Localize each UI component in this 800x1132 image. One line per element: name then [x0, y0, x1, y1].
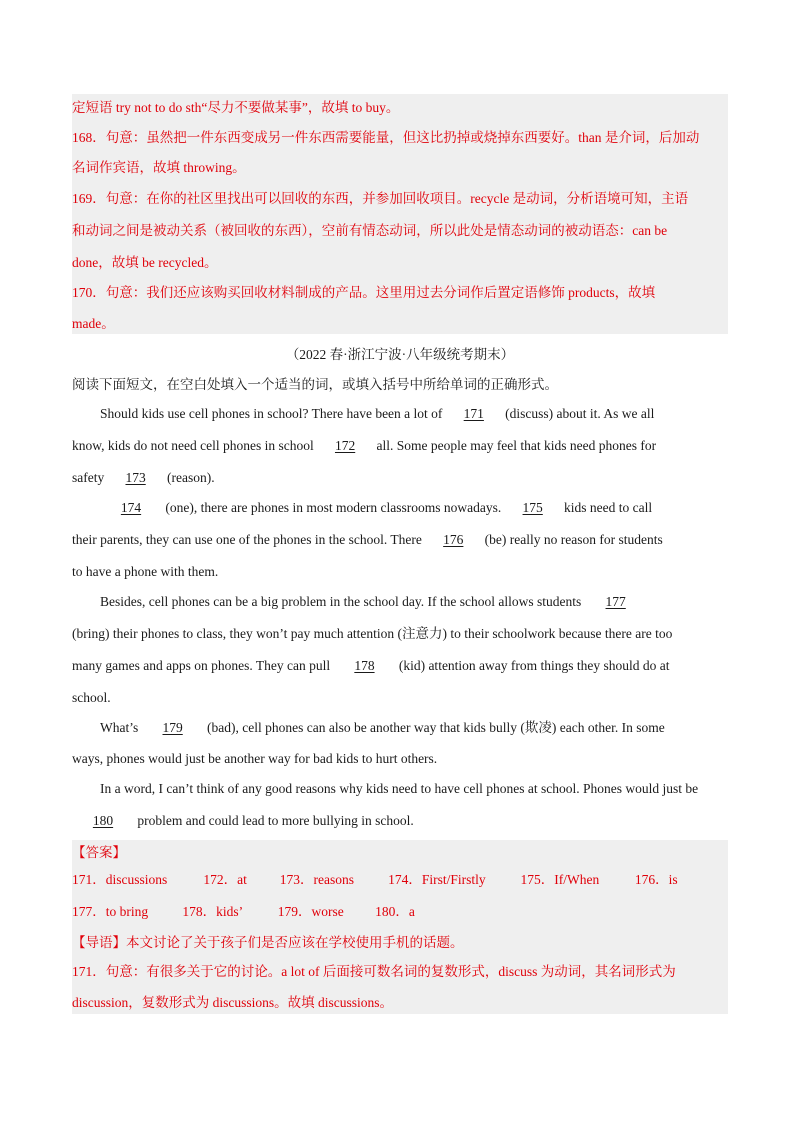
- blank-171: 171: [463, 406, 484, 421]
- passage-line: to have a phone with them.: [72, 564, 219, 579]
- blank-172: 172: [334, 438, 356, 453]
- explanation-line: 定短语 try not to do sth“尽力不要做某事”，故填 to buy。: [72, 100, 400, 115]
- passage-text: Should kids use cell phones in school? There have been a lot of: [100, 406, 443, 421]
- passage-text: many games and apps on phones. They can pull: [72, 658, 331, 673]
- answer-block: [72, 840, 728, 1014]
- blank-178: 178: [354, 658, 375, 673]
- explanation-line: 171．句意：有很多关于它的讨论。a lot of 后面接可数名词的复数形式，discuss 为动词，其名词形式为: [72, 964, 676, 979]
- passage-text: (bad), cell phones can also be another way that kids bully (欺凌) each other. In some: [207, 720, 665, 735]
- passage-text: (kid) attention away from things they should do at: [398, 658, 670, 673]
- passage-line: [72, 530, 732, 550]
- guide-text: 【导语】本文讨论了关于孩子们是否应该在学校使用手机的话题。: [72, 935, 464, 950]
- answer-item: 177．to bring: [72, 904, 149, 919]
- passage-text: What’s: [100, 720, 139, 735]
- blank-174: 174: [120, 500, 142, 515]
- explanation-line: 170．句意：我们还应该购买回收材料制成的产品。这里用过去分词作后置定语修饰 products，故填: [72, 285, 656, 300]
- blank-175: 175: [522, 500, 543, 515]
- passage-line: [72, 436, 732, 456]
- passage-line: [100, 592, 730, 612]
- passage-line: [72, 468, 732, 488]
- passage-line: [72, 656, 732, 676]
- answer-item: 176．is: [634, 872, 678, 887]
- answer-label: 【答案】: [72, 845, 126, 860]
- blank-173: 173: [125, 470, 146, 485]
- passage-text: all. Some people may feel that kids need phones for: [376, 438, 657, 453]
- answer-item: 178．kids’: [182, 904, 244, 919]
- blank-180: 180: [92, 813, 114, 828]
- explanation-line: 169．句意：在你的社区里找出可以回收的东西，并参加回收项目。recycle 是动词，分析语境可知，主语: [72, 191, 689, 206]
- answer-item: 179．worse: [277, 904, 344, 919]
- answer-row: [72, 870, 732, 890]
- passage-text: problem and could lead to more bullying in school.: [137, 813, 414, 828]
- instruction: 阅读下面短文，在空白处填入一个适当的词，或填入括号中所给单词的正确形式。: [72, 377, 558, 392]
- passage-line: [72, 811, 732, 831]
- passage-text: kids need to call: [564, 500, 653, 515]
- blank-176: 176: [443, 532, 464, 547]
- answer-item: 174．First/Firstly: [388, 872, 486, 887]
- passage-line: (bring) their phones to class, they won’t pay much attention (注意力) to their schoolwork because there are too: [72, 626, 673, 641]
- passage-text: Besides, cell phones can be a big problem in the school day. If the school allows students: [100, 594, 582, 609]
- exam-source: （2022 春·浙江宁波·八年级统考期末）: [285, 347, 515, 362]
- blank-177: 177: [605, 594, 626, 609]
- passage-line: ways, phones would just be another way for bad kids to hurt others.: [72, 751, 438, 766]
- passage-text: their parents, they can use one of the phones in the school. There: [72, 532, 422, 547]
- blank-179: 179: [162, 720, 183, 735]
- answer-item: 175．If/When: [520, 872, 600, 887]
- passage-text: (reason).: [166, 470, 215, 485]
- passage-line: [100, 718, 730, 738]
- explanation-line: discussion，复数形式为 discussions。故填 discussions。: [72, 995, 394, 1010]
- passage-line: school.: [72, 690, 111, 705]
- answer-item: 171．discussions: [72, 872, 168, 887]
- passage-text: (be) really no reason for students: [484, 532, 663, 547]
- explanation-line: done，故填 be recycled。: [72, 255, 218, 270]
- explanation-line: 名词作宾语，故填 throwing。: [72, 160, 246, 175]
- answer-item: 173．reasons: [279, 872, 354, 887]
- explanation-line: 168．句意：虽然把一件东西变成另一件东西需要能量，但这比扔掉或烧掉东西要好。than 是介词，后加动: [72, 130, 700, 145]
- passage-text: (discuss) about it. As we all: [505, 406, 655, 421]
- passage-line: In a word, I can’t think of any good reasons why kids need to have cell phones at school. Phones would just be: [100, 781, 699, 796]
- passage-text: safety: [72, 470, 105, 485]
- explanation-line: made。: [72, 316, 115, 331]
- passage-line: [100, 498, 730, 518]
- passage-text: know, kids do not need cell phones in school: [72, 438, 314, 453]
- answer-row: [72, 902, 732, 922]
- explanation-line: 和动词之间是被动关系（被回收的东西），空前有情态动词，所以此处是情态动词的被动语态：can be: [72, 223, 668, 238]
- passage-line: [100, 404, 730, 424]
- answer-item: 180．a: [375, 904, 415, 919]
- passage-text: (one), there are phones in most modern classrooms nowadays.: [165, 500, 502, 515]
- answer-item: 172．at: [203, 872, 247, 887]
